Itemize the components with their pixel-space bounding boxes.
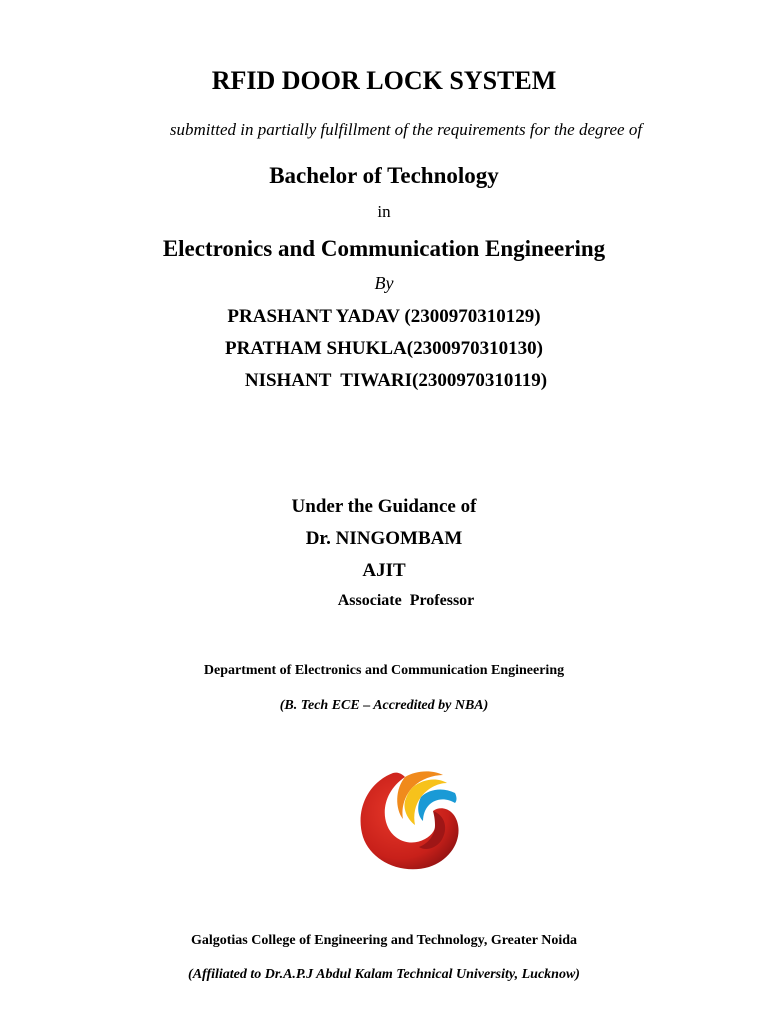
branch-name: Electronics and Communication Engineering: [162, 236, 606, 261]
college-logo-icon: [353, 765, 463, 875]
guide-name: AJIT: [362, 560, 406, 581]
student-name: NISHANT TIWARI(2300970310119): [244, 370, 548, 391]
degree-name: Bachelor of Technology: [269, 163, 499, 188]
guide-name: Dr. NINGOMBAM: [305, 528, 463, 549]
in-connector: in: [377, 202, 391, 221]
college-name: Galgotias College of Engineering and Technology, Greater Noida: [190, 933, 578, 948]
student-name: PRATHAM SHUKLA(2300970310130): [225, 338, 543, 359]
guide-designation: Associate Professor: [337, 592, 475, 609]
department-name: Department of Electronics and Communication Engineering: [203, 663, 565, 678]
guidance-label: Under the Guidance of: [291, 496, 477, 517]
submission-statement: submitted in partially fulfillment of the requirements for the degree of: [169, 120, 643, 139]
student-name: PRASHANT YADAV (2300970310129): [227, 306, 541, 327]
affiliation-note: (Affiliated to Dr.A.P.J Abdul Kalam Technical University, Lucknow): [188, 967, 580, 982]
accreditation-note: (B. Tech ECE – Accredited by NBA): [279, 698, 489, 713]
by-connector: By: [374, 273, 394, 293]
document-title: RFID DOOR LOCK SYSTEM: [211, 66, 557, 95]
